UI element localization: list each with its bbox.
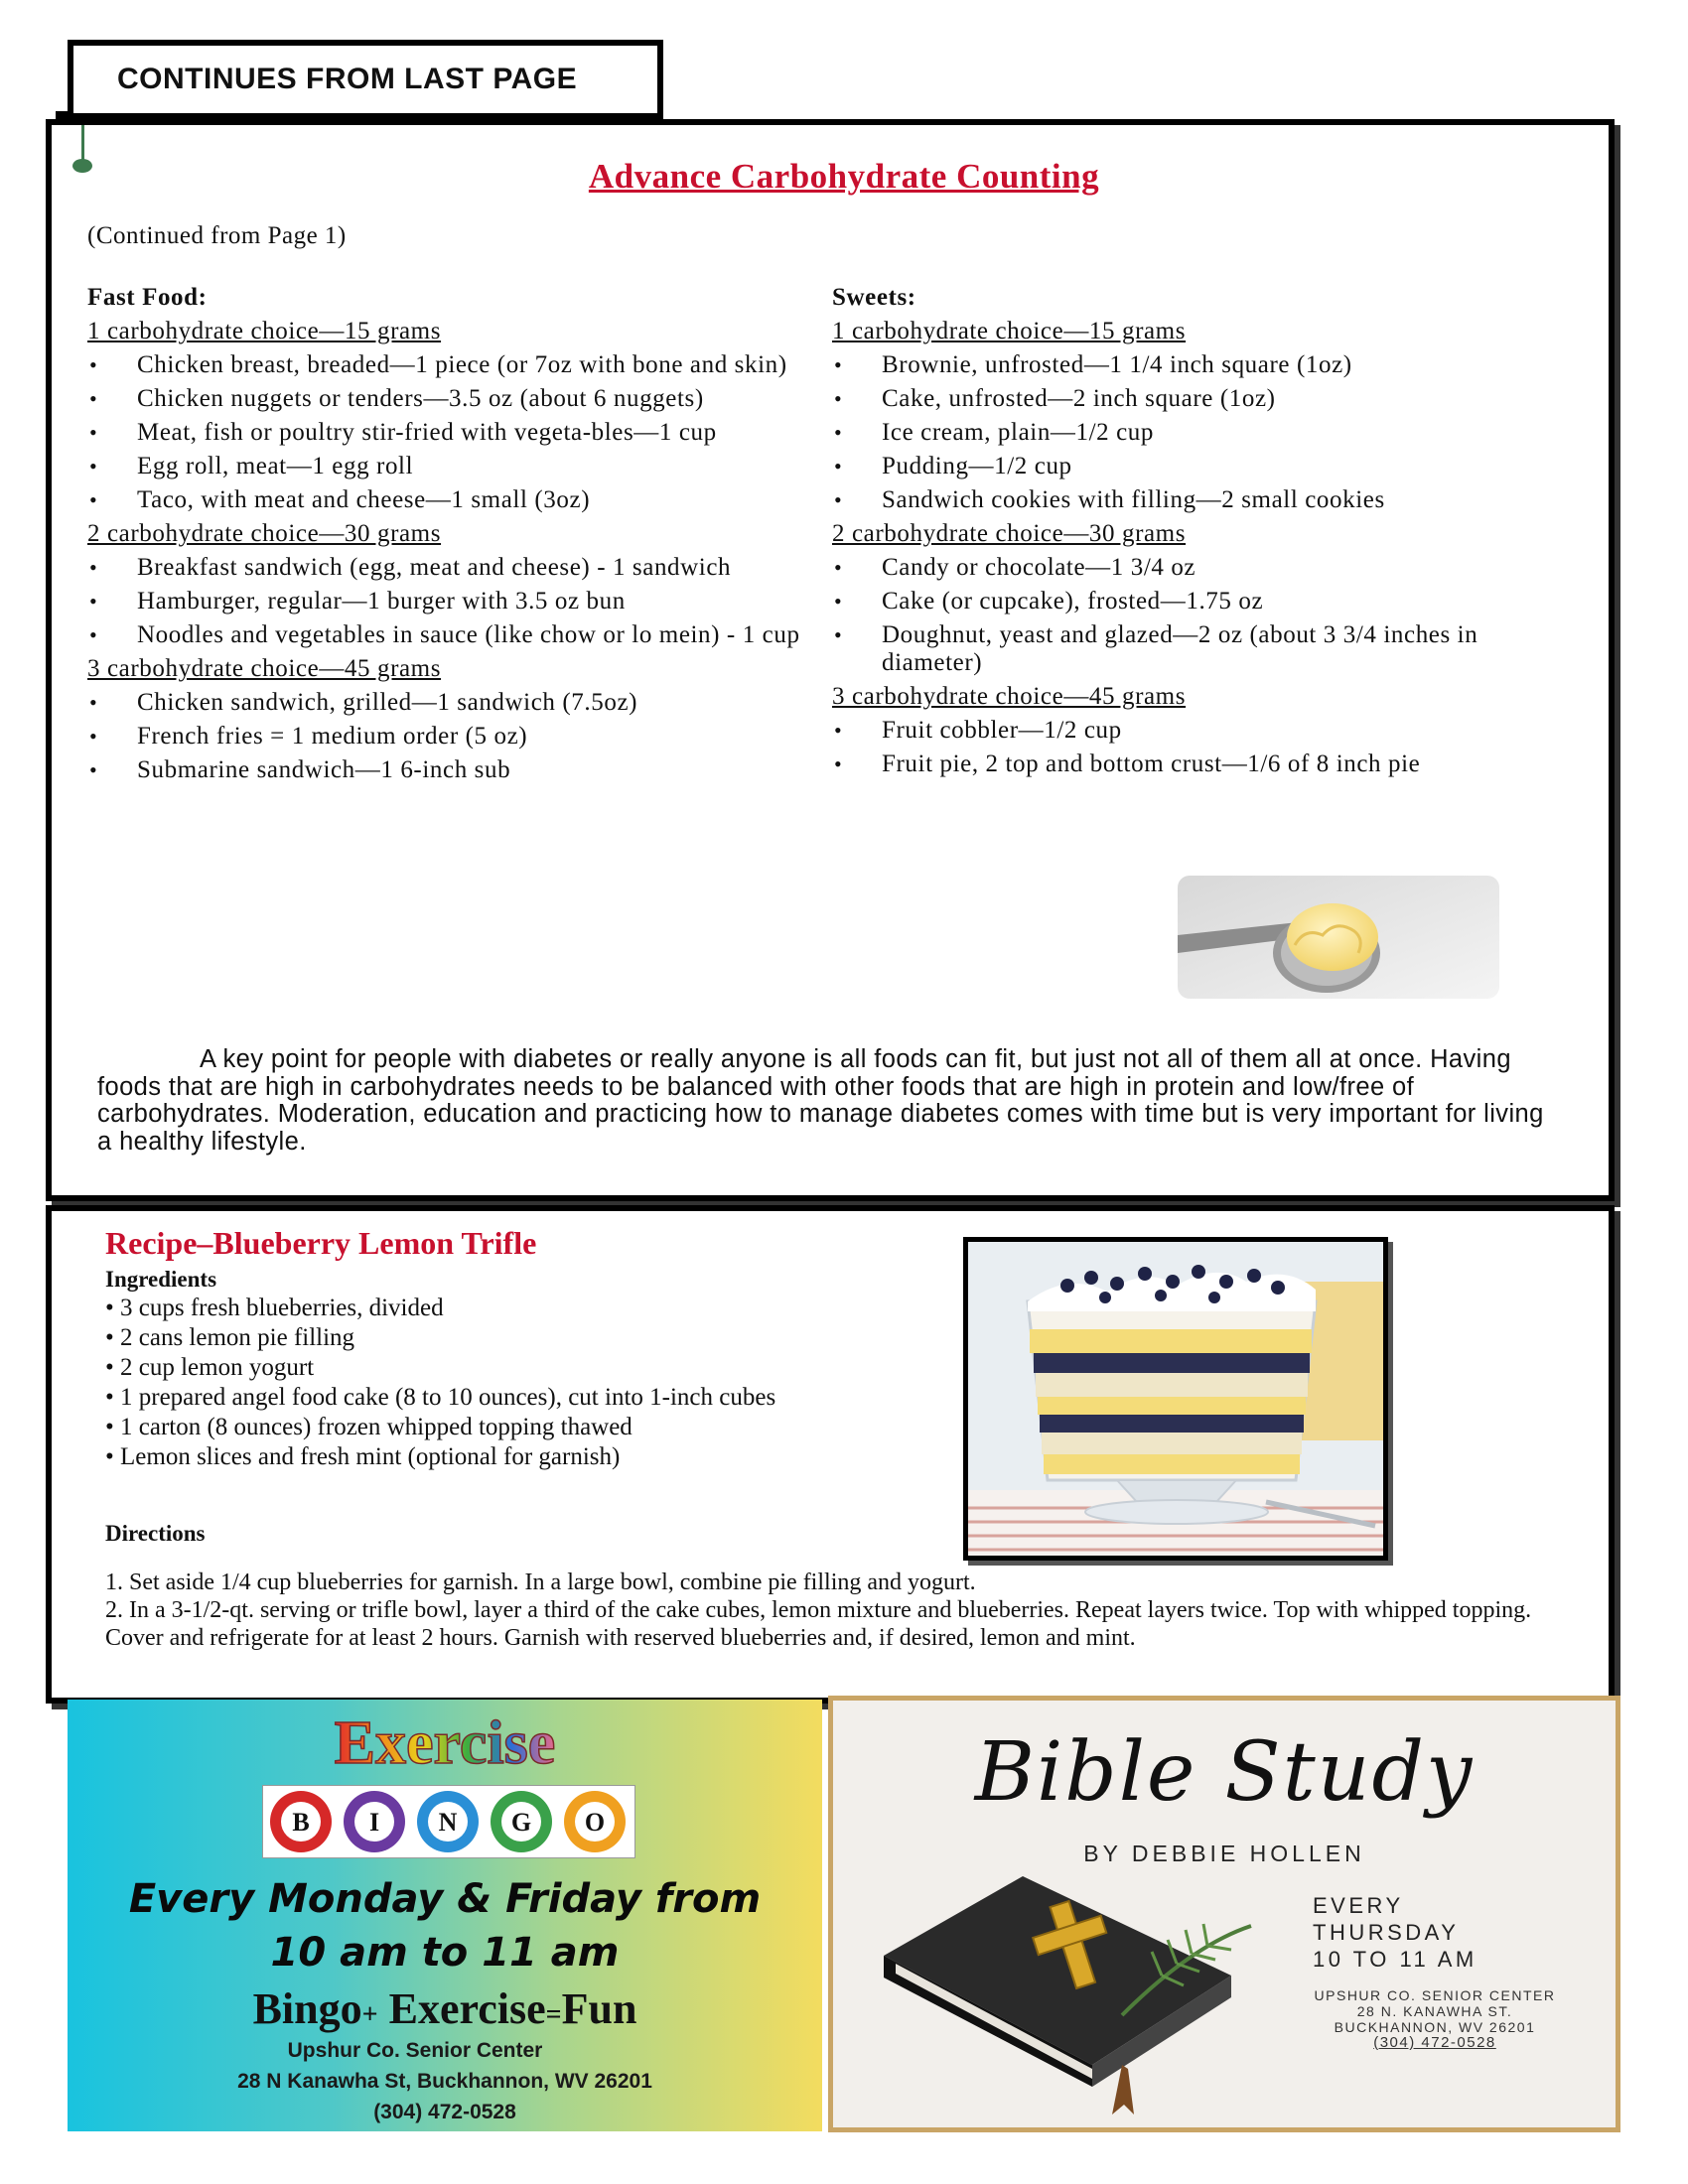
sweets-column	[832, 284, 1557, 784]
schedule-days: Every Monday & Friday from	[128, 1876, 762, 1922]
ingredient-item: • 2 cup lemon yogurt	[105, 1354, 315, 1381]
svg-text:B: B	[292, 1808, 310, 1837]
svg-text:N: N	[438, 1808, 458, 1837]
venue-name: Upshur Co. Senior Center	[287, 2039, 543, 2062]
bingo-balls	[262, 1785, 635, 1858]
list-item: • Egg roll, meat—1 egg roll	[87, 453, 812, 480]
svg-text:I: I	[368, 1808, 380, 1837]
recipe-title: Recipe–Blueberry Lemon Trifle	[105, 1225, 537, 1261]
venue-name: UPSHUR CO. SENIOR CENTER	[1314, 1987, 1556, 2003]
ingredient-item: • 3 cups fresh blueberries, divided	[105, 1295, 444, 1321]
list-item: • Cake (or cupcake), frosted—1.75 oz	[832, 588, 1557, 615]
food-list	[832, 717, 1557, 778]
svg-text:G: G	[510, 1808, 532, 1837]
bingo-exercise-fun	[68, 1983, 822, 2034]
bingo-ball-b	[270, 1791, 332, 1852]
exercise-title-text: Exercise	[334, 1709, 556, 1777]
direction-step: 2. In a 3-1/2-qt. serving or trifle bowl, layer a third of the cake cubes, lemon mixture and blueberries. Repeat layers twice. Top with whipped topping. Cover and refrigerate for at least 2 hours. Garnish with reserved blueberries and, if desired, lemon and mint.	[105, 1597, 1532, 1651]
bingo-ball-g	[491, 1791, 552, 1852]
food-list	[832, 351, 1557, 514]
time-line: 10 TO 11 AM	[1313, 1947, 1477, 1972]
directions-text	[105, 1569, 1585, 1652]
group-heading: 2 carbohydrate choice—30 grams	[832, 520, 1187, 547]
venue-city: BUCKHANNON, WV 26201	[1334, 2019, 1536, 2035]
list-item: • Candy or chocolate—1 3/4 oz	[832, 554, 1557, 582]
exercise-title	[68, 1704, 822, 1786]
list-item: • Chicken nuggets or tenders—3.5 oz (about 6 nuggets)	[87, 385, 812, 413]
ice-cream-scoop-image	[1178, 876, 1499, 999]
time-line: THURSDAY	[1313, 1920, 1460, 1945]
bingo-ball-n	[417, 1791, 479, 1852]
list-item: • Brownie, unfrosted—1 1/4 inch square (1oz)	[832, 351, 1557, 379]
eq-exercise: Exercise	[377, 1984, 546, 2033]
list-item: • Fruit cobbler—1/2 cup	[832, 717, 1557, 745]
venue-street: 28 N. KANAWHA ST.	[1356, 2003, 1513, 2019]
list-item: • Chicken sandwich, grilled—1 sandwich (7.5oz)	[87, 689, 812, 717]
trifle-photo-frame	[963, 1237, 1388, 1561]
eq-fun: Fun	[561, 1984, 637, 2033]
continued-note: (Continued from Page 1)	[87, 222, 347, 249]
food-list	[87, 554, 812, 649]
list-item: • Meat, fish or poultry stir-fried with vegeta-bles—1 cup	[87, 419, 812, 447]
bingo-ball-i	[344, 1791, 405, 1852]
fast-food-column	[87, 284, 812, 790]
bible-study-title: Bible Study	[974, 1725, 1475, 1820]
list-item: • Fruit pie, 2 top and bottom crust—1/6 of 8 inch pie	[832, 751, 1557, 778]
carb-section-title: Advance Carbohydrate Counting	[588, 157, 1100, 196]
ingredients-heading: Ingredients	[105, 1267, 217, 1292]
food-list	[87, 351, 812, 514]
directions-heading: Directions	[105, 1521, 206, 1546]
continues-tab: CONTINUES FROM LAST PAGE	[68, 40, 663, 113]
schedule-hours: 10 am to 11 am	[270, 1930, 620, 1976]
venue-phone: (304) 472-0528	[1373, 2034, 1496, 2051]
time-line: EVERY	[1313, 1893, 1404, 1918]
bible-study-time	[1313, 1892, 1477, 1973]
list-item: • Pudding—1/2 cup	[832, 453, 1557, 480]
list-item: • Ice cream, plain—1/2 cup	[832, 419, 1557, 447]
list-item: • Submarine sandwich—1 6-inch sub	[87, 756, 812, 784]
trifle-image	[968, 1242, 1383, 1556]
ingredient-item: • 1 prepared angel food cake (8 to 10 ounces), cut into 1-inch cubes	[105, 1384, 776, 1411]
food-list	[87, 689, 812, 784]
group-heading: 3 carbohydrate choice—45 grams	[87, 655, 442, 682]
group-heading: 1 carbohydrate choice—15 grams	[832, 318, 1187, 344]
list-item: • Hamburger, regular—1 burger with 3.5 oz bun	[87, 588, 812, 615]
sweets-heading: Sweets:	[832, 284, 916, 311]
exercise-schedule	[68, 1872, 822, 1979]
direction-step: 1. Set aside 1/4 cup blueberries for garnish. In a large bowl, combine pie filling and yogurt.	[105, 1570, 976, 1595]
bible-study-author: BY DEBBIE HOLLEN	[1083, 1841, 1365, 1866]
venue-phone: (304) 472-0528	[373, 2101, 516, 2123]
bingo-ball-o	[564, 1791, 626, 1852]
bible-book-icon	[874, 1866, 1291, 2120]
list-item: • Doughnut, yeast and glazed—2 oz (about 3 3/4 inches in diameter)	[832, 621, 1557, 677]
list-item: • Cake, unfrosted—2 inch square (1oz)	[832, 385, 1557, 413]
venue-address: 28 N Kanawha St, Buckhannon, WV 26201	[237, 2070, 652, 2093]
list-item: • French fries = 1 medium order (5 oz)	[87, 723, 812, 751]
list-item: • Sandwich cookies with filling—2 small cookies	[832, 486, 1557, 514]
group-heading: 2 carbohydrate choice—30 grams	[87, 520, 442, 547]
bible-study-venue	[1253, 1987, 1617, 2051]
eq-equals: =	[545, 1999, 562, 2030]
eq-bingo: Bingo	[252, 1984, 362, 2033]
ingredient-item: • Lemon slices and fresh mint (optional for garnish)	[105, 1443, 621, 1470]
key-point-paragraph: A key point for people with diabetes or really anyone is all foods can fit, but just not all of them all at once. Having foods that are high in carbohydrates needs to be balanced with other foods that are high in protein and low/free of carbohydrates. Moderation, education and practicing how to manage diabetes comes with time but is very important for living a healthy lifestyle.	[97, 1045, 1544, 1156]
group-heading: 1 carbohydrate choice—15 grams	[87, 318, 442, 344]
fast-food-heading: Fast Food:	[87, 284, 208, 311]
group-heading: 3 carbohydrate choice—45 grams	[832, 683, 1187, 710]
list-item: • Breakfast sandwich (egg, meat and cheese) - 1 sandwich	[87, 554, 812, 582]
list-item: • Noodles and vegetables in sauce (like chow or lo mein) - 1 cup	[87, 621, 812, 649]
eq-plus: +	[361, 1999, 378, 2030]
ingredients-list	[105, 1294, 840, 1472]
list-item: • Chicken breast, breaded—1 piece (or 7oz with bone and skin)	[87, 351, 812, 379]
list-item: • Taco, with meat and cheese—1 small (3oz)	[87, 486, 812, 514]
ingredient-item: • 2 cans lemon pie filling	[105, 1324, 355, 1351]
exercise-venue	[68, 2035, 822, 2127]
food-list	[832, 554, 1557, 677]
ingredient-item: • 1 carton (8 ounces) frozen whipped topping thawed	[105, 1414, 633, 1440]
exercise-wordmark	[246, 1704, 643, 1781]
svg-text:O: O	[584, 1808, 606, 1837]
